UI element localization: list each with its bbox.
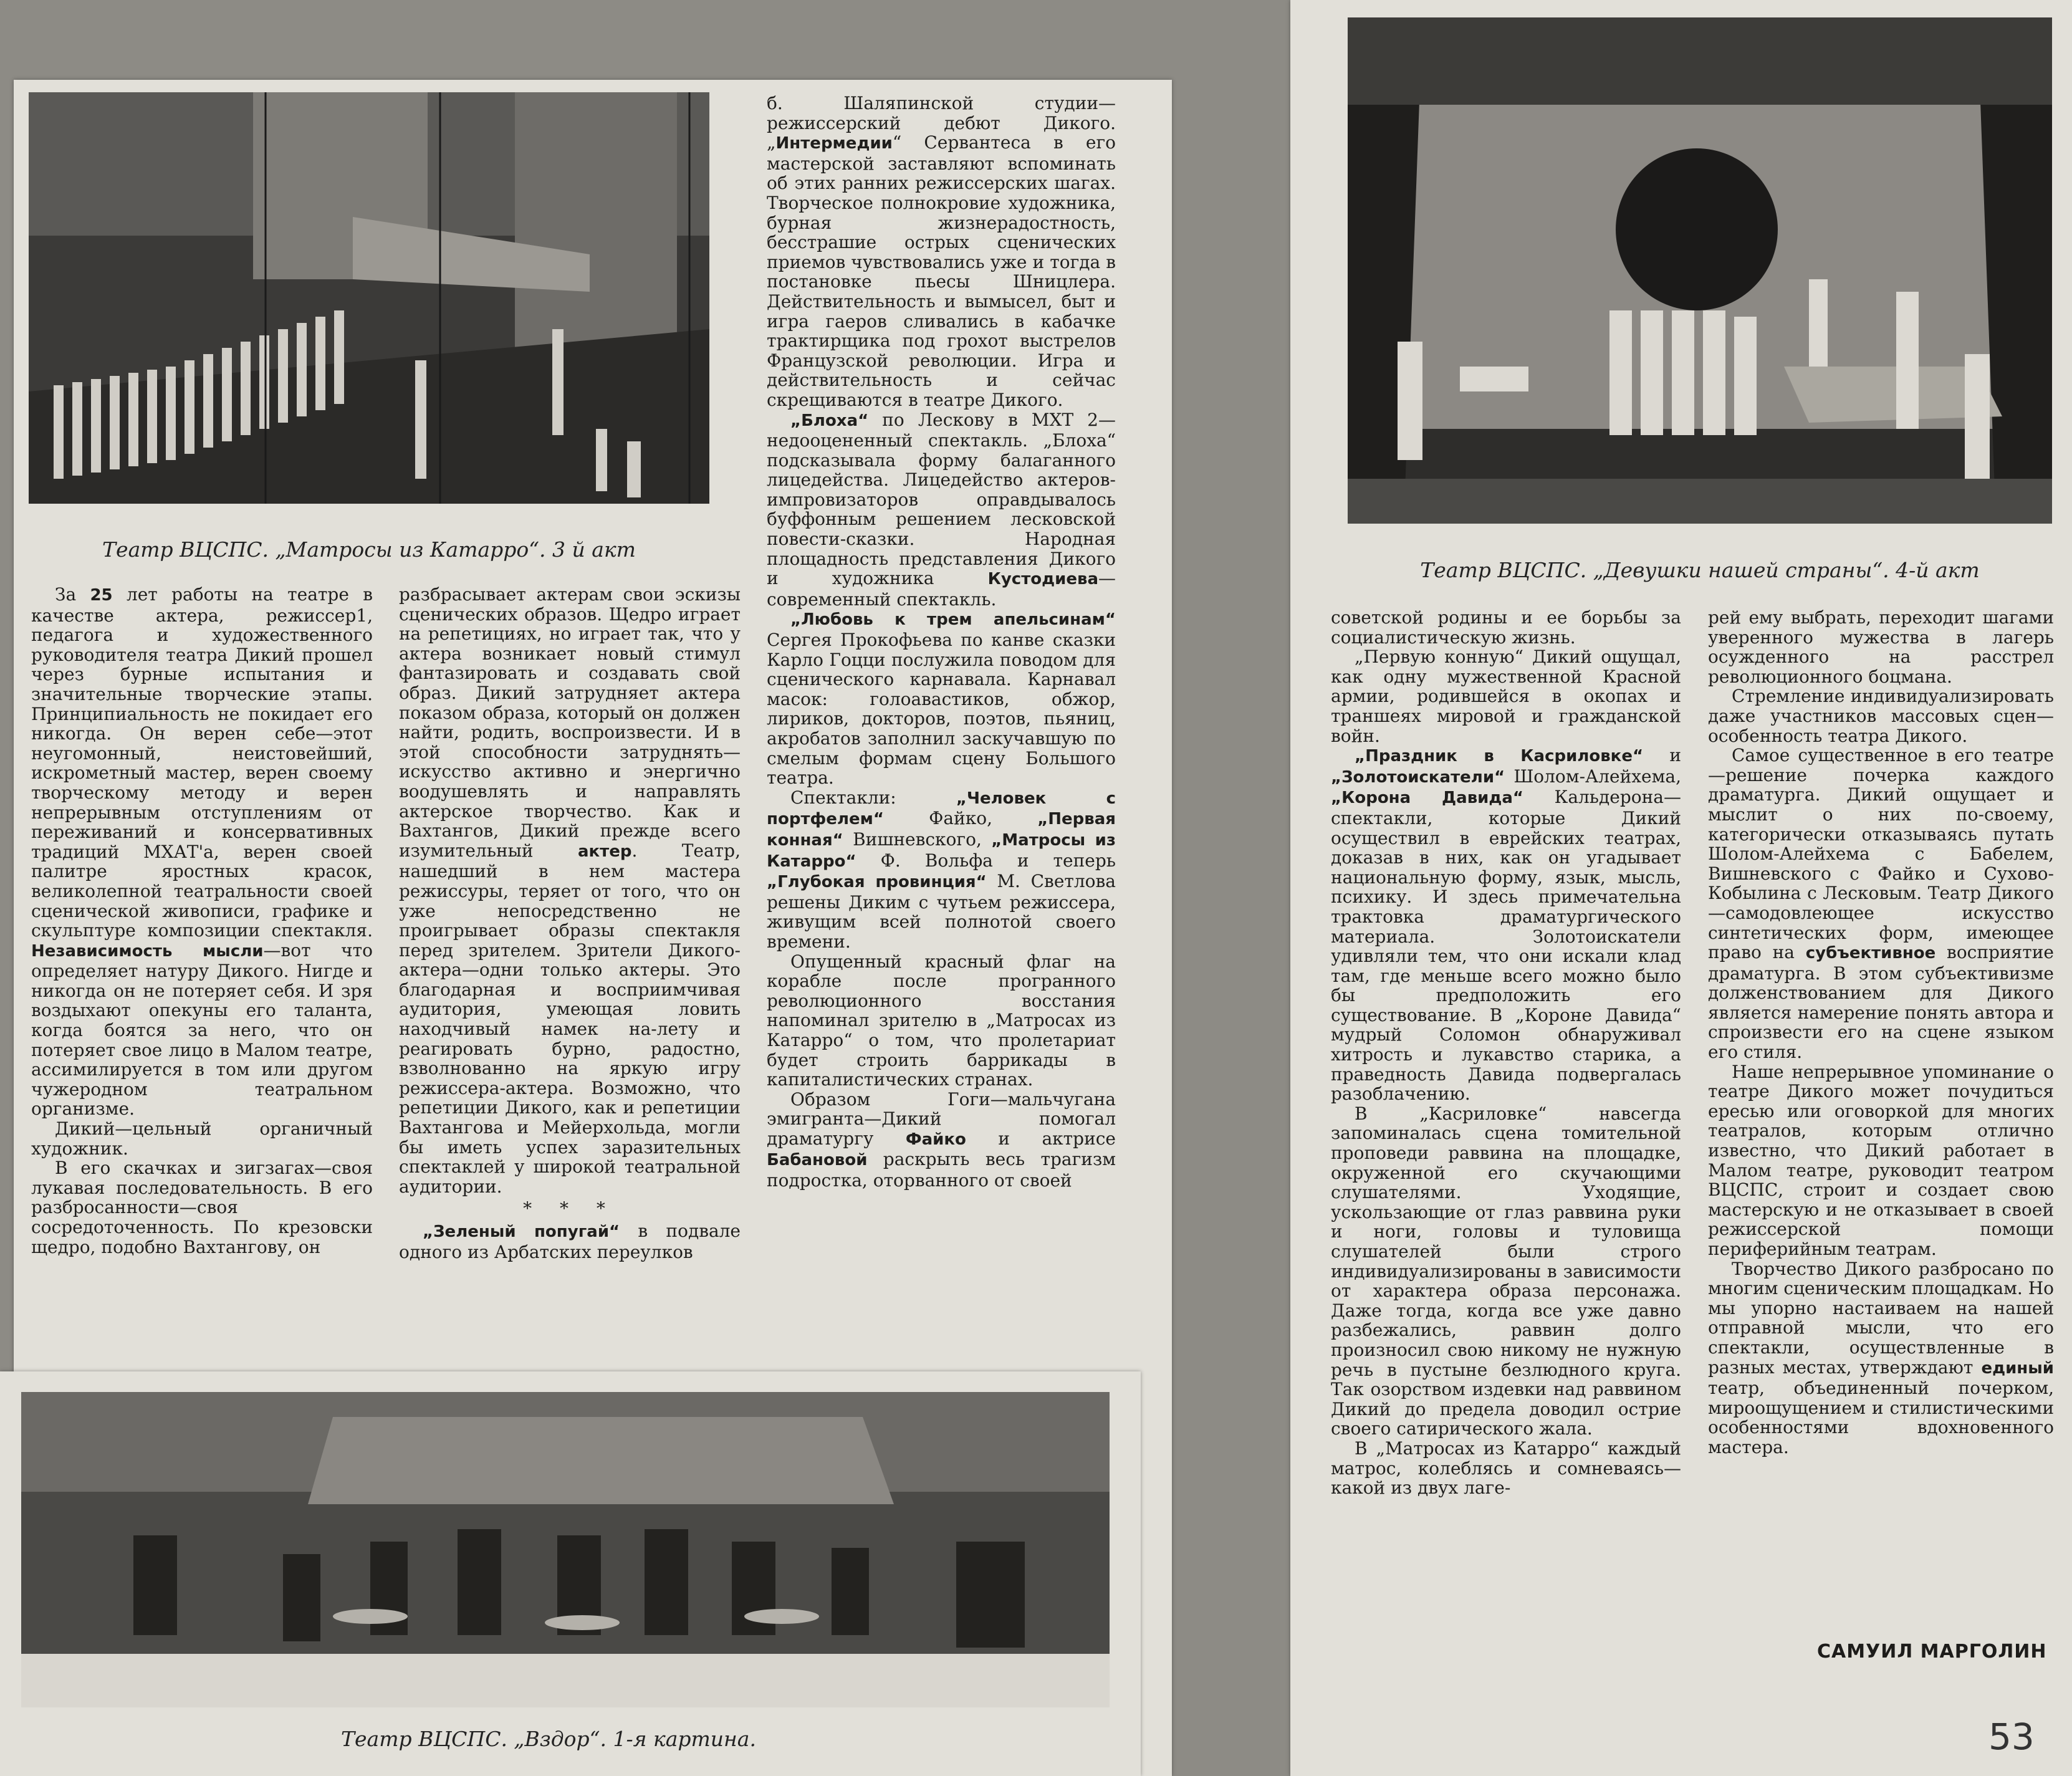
col2-bold-green-parrot: „Зеленый попугай“ [423,1222,620,1241]
col3-text-l: и актрисе [966,1128,1116,1149]
col3-text-b: “ Сервантеса в его мастерской заставляют вспоминать об этих ранних режиссерских шагах. Творческое полнокровие художника, бурная жизнерадостность, бесстрашие острых сценических приемов чувствовались уже и тогда в постановке пьесы Шницлера. Действительность и вымысел, быт и игра гаеров сливались в кабачке трактирщика под грохот выстрелов Французской революции. Игра и действительность и сейчас скрещиваются в театре Дикого. [767,132,1116,410]
col3-text-f: Спектакли: [790,787,956,808]
col3-bold-blokha: „Блоха“ [790,411,869,430]
col1-paragraph-3: В его скачках и зигзагах—своя лукавая последовательность. В его разбросанности—своя сосредоточенность. По крезовски щедро, подобно Вахтангову, он [31,1158,373,1257]
col3-text-m: раскрыть весь трагизм подростка, оторванного от своей [767,1149,1116,1191]
article-column-3 [767,94,1116,1368]
col4-text-a: и [1643,745,1681,766]
col1-bold-independence: Независимость мысли [31,941,264,961]
col3-bold-oranges: „Любовь к трем апельсинам“ [790,610,1116,630]
page-number: 53 [1988,1716,2035,1758]
col5-text-a: Самое существенное в его театре—решение почерка каждого драматурга. Дикий ощущает и мыслит о них по-своему, категорически отказываясь путать Шолом-Алейхема с Бабелем, Вишневского с Файко и Сухово-Кобылина с Лесковым. Театр Дикого—самодовлеющее искусство синтетических форм, имеющее право на [1708,745,2054,963]
col3-bold-intermedii: Интермедии [775,134,893,153]
col3-bold-faiko: Файко [905,1130,966,1149]
col4-text-b: Шолом-Алейхема, [1505,766,1681,787]
col3-text-a: б. Шаляпинской студии—режиссерский дебют Дикого. „ [767,94,1116,153]
photo-girls-of-our-country [1348,17,2052,524]
col4-bold-gold-seekers: „Золотоискатели“ [1331,767,1505,787]
col1-text-a: За [55,585,90,605]
caption-right-photo: Театр ВЦСПС. „Девушки нашей страны“. 4-й акт [1420,558,1980,582]
col1-paragraph-2: Дикий—цельный органичный художник. [31,1118,373,1159]
col3-bold-portfolio: „Человек с портфелем“ [767,789,1116,829]
col3-paragraph-5: Опущенный красный флаг на корабле после програнного революционного восстания напоминал зрителю в „Матросах из Катарро“ о том, что пролетариат будет строить баррикады в капиталистических странах. [767,951,1116,1090]
col5-paragraph-2: Стремление индивидуализировать даже участников массовых сцен—особенность театра Дикого. [1708,686,2054,746]
col3-text-g: Файко, [883,808,1038,829]
section-divider-stars: * * * [523,1198,616,1219]
photo-vzdor [21,1392,1110,1707]
article-column-2 [399,585,741,1367]
col3-text-c: по Лескову в МХТ 2—недооцененный спектакль. „Блоха“ подсказывала форму балаганного лицедейства. Лицедейство актеров-импровизаторов оправдывалось буффонным решением лесковской повести-сказки. Народная площадность представления Дикого и художника [767,409,1116,589]
col3-text-k: Образом Гоги—мальчугана эмигранта—Дикий помогал драматургу [767,1088,1116,1149]
col5-paragraph-1: рей ему выбрать, переходит шагами уверенного мужества в лагерь осужденного на расстрел революционного боцмана. [1708,608,2054,687]
col2-text-b: . Театр, нашедший в нем мастера режиссуры, теряет от того, что он уже непосредственно не проигрывает образы спектакля перед зрителем. Зрители Дикого-актера—одни только актеры. Это благодарная и восприимчивая аудитория, умеющая ловить находчивый намек на-лету и реагировать бурно, радостно, взволнованно на яркую игру режиссера-актера. Возможно, что репетиции Дикого, как и репетиции Вахтангова и Мейерхольда, могли бы иметь успех заразительных спектаклей у широкой театральной аудитории. [399,840,741,1197]
col3-bold-first-cavalry: „Первая конная“ [767,810,1116,850]
article-column-1 [31,585,373,1367]
col5-bold-subjective: субъективное [1805,944,1936,963]
photo-sailors-of-cattaro [29,92,709,504]
col1-text-c: —вот что определяет натуру Дикого. Нигде и никогда он не потеряет себя. И зря воздыхают опекуны его таланта, когда боятся за него, что он потеряет свое лицо в Малом театре, ассимилируется в том или другом чужеродном театральном организме. [31,939,373,1120]
col4-paragraph-5: В „Матросах из Катарро“ каждый матрос, колеблясь и сомневаясь—какой из двух лаге- [1331,1438,1681,1499]
col3-bold-kustodiev: Кустодиева [987,570,1098,589]
col2-bold-actor: актер [577,842,632,861]
author-signature: САМУИЛ МАРГОЛИН [1817,1641,2047,1663]
caption-top-photo: Театр ВЦСПС. „Матросы из Катарро“. 3 й акт [102,537,636,562]
col2-text-a: разбрасывает актерам свои эскизы сценических образов. Щедро играет на репетициях, но играет так, что у актера возникает новый стимул фантазировать и создавать свой образ. Дикий затрудняет актера показом образа, который он должен найти, родить, воспроизвести. И в этой способности затруднять—искусство активно и энергично воодушевлять и направлять актерское творчество. Как и Вахтангов, Дикий прежде всего изумительный [399,585,741,861]
col4-paragraph-2: „Первую конную“ Дикий ощущал, как одну мужественной Красной армии, родившейся в окопах и траншеях мировой и гражданской войн. [1331,646,1681,746]
col4-paragraph-1: советской родины и ее борьбы за социалистическую жизнь. [1331,608,1681,648]
col1-years: 25 [90,586,113,605]
col4-bold-crown-of-david: „Корона Давида“ [1331,789,1523,808]
col4-bold-kasrilovka: „Праздник в Касриловке“ [1355,747,1644,766]
col3-text-i: Ф. Вольфа и теперь [856,850,1116,871]
col3-text-e: Сергея Прокофьева по канве сказки Карло Гоцци послужила поводом для сценического карнавала. Карнавал масок: голоавастиков, обжор, лириков, докторов, поэтов, пьяниц, акробатов заполнил заскучавшую по смелым формам сцену Большого театра. [767,630,1116,789]
article-column-5 [1708,608,2054,1630]
col3-bold-babanova: Бабановой [767,1151,868,1170]
caption-bottom-photo: Театр ВЦСПС. „Вздор“. 1-я картина. [341,1727,756,1751]
col3-bold-province: „Глубокая провинция“ [767,873,987,892]
col4-text-c: Кальдерона—спектакли, которые Дикий осуществил в еврейских театрах, доказав в них, как он угадывает национальную форму, язык, мысль, психику. И здесь примечательна трактовка драматургического материала. Золотоискатели удивляли тем, что они искали клад там, где меньше всего можно было бы предположить его существование. В „Короне Давида“ мудрый Соломон обнаруживал хитрость и лукавство старика, а праведность Давида подвергалась разоблачению. [1331,787,1681,1105]
col5-bold-unified: единый [1981,1358,2054,1378]
col5-paragraph-4: Наше непрерывное упоминание о театре Дикого может почудиться ересью или оговоркой для многих театралов, которым отлично известно, что Дикий работает в Малом театре, руководит театром ВЦСПС, строит и создает свою мастерскую и не отказывает в своей режиссерской помощи периферийным театрам. [1708,1061,2054,1259]
col3-text-d: —современный спектакль. [767,568,1116,610]
col5-text-d: театр, объединенный почерком, мироощущением и стилистическими особенностями вдохновенного мастера. [1708,1378,2054,1457]
col4-paragraph-4: В „Касриловке“ навсегда запоминалась сцена томительной проповеди раввина на площадке, окруженной его скучающими слушателями. Уходящие, ускользающие от глаз раввина руки и ноги, головы и туловища слушателей были строго индивидуализированы в зависимости от характера образа персонажа. Даже тогда, когда все уже давно разбежались, раввин долго произносил свою никому не нужную речь в пустыне безлюдного круга. Так озорством издевки над раввином Дикий до предела доводил острие своего сатирического жала. [1331,1103,1681,1439]
col3-text-h: Вишневского, [843,828,992,850]
col3-text-j: М. Светлова решены Диким с чутьем режиссера, живущим всей полнотой своего времени. [767,871,1116,952]
col1-text-b: лет работы на театре в качестве актера, режиссер1, педагога и художественного руководителя театра Дикий прошел через бурные испытания и значительные творческие этапы. Принципиальность не покидает его никогда. Он верен себе—этот неугомонный, неистовейший, искрометный мастер, верен своему творческому методу и верен непрерывным отступлениям от переживаний и консервативных традиций МХАТ'а, верен своей палитре яростных красок, великолепной театральности своей сценической живописи, графике и скульптуре композиции спектакля. [31,585,373,941]
col5-text-c: Творчество Дикого разбросано по многим сценическим площадкам. Но мы упорно настаиваем на нашей отправной мысли, что его спектакли, осуществленные в разных местах, утверждают [1708,1258,2054,1378]
col2-text-c: в подвале одного из Арбатских переулков [399,1221,741,1262]
article-column-4 [1331,608,1681,1692]
col5-text-b: восприятие драматурга. В этом субъективизме долженствованием для Дикого является намерение понять автора и спроизвести его на сцене языком его стиля. [1708,942,2054,1063]
col3-bold-sailors: „Матросы из Катарро“ [767,830,1116,871]
